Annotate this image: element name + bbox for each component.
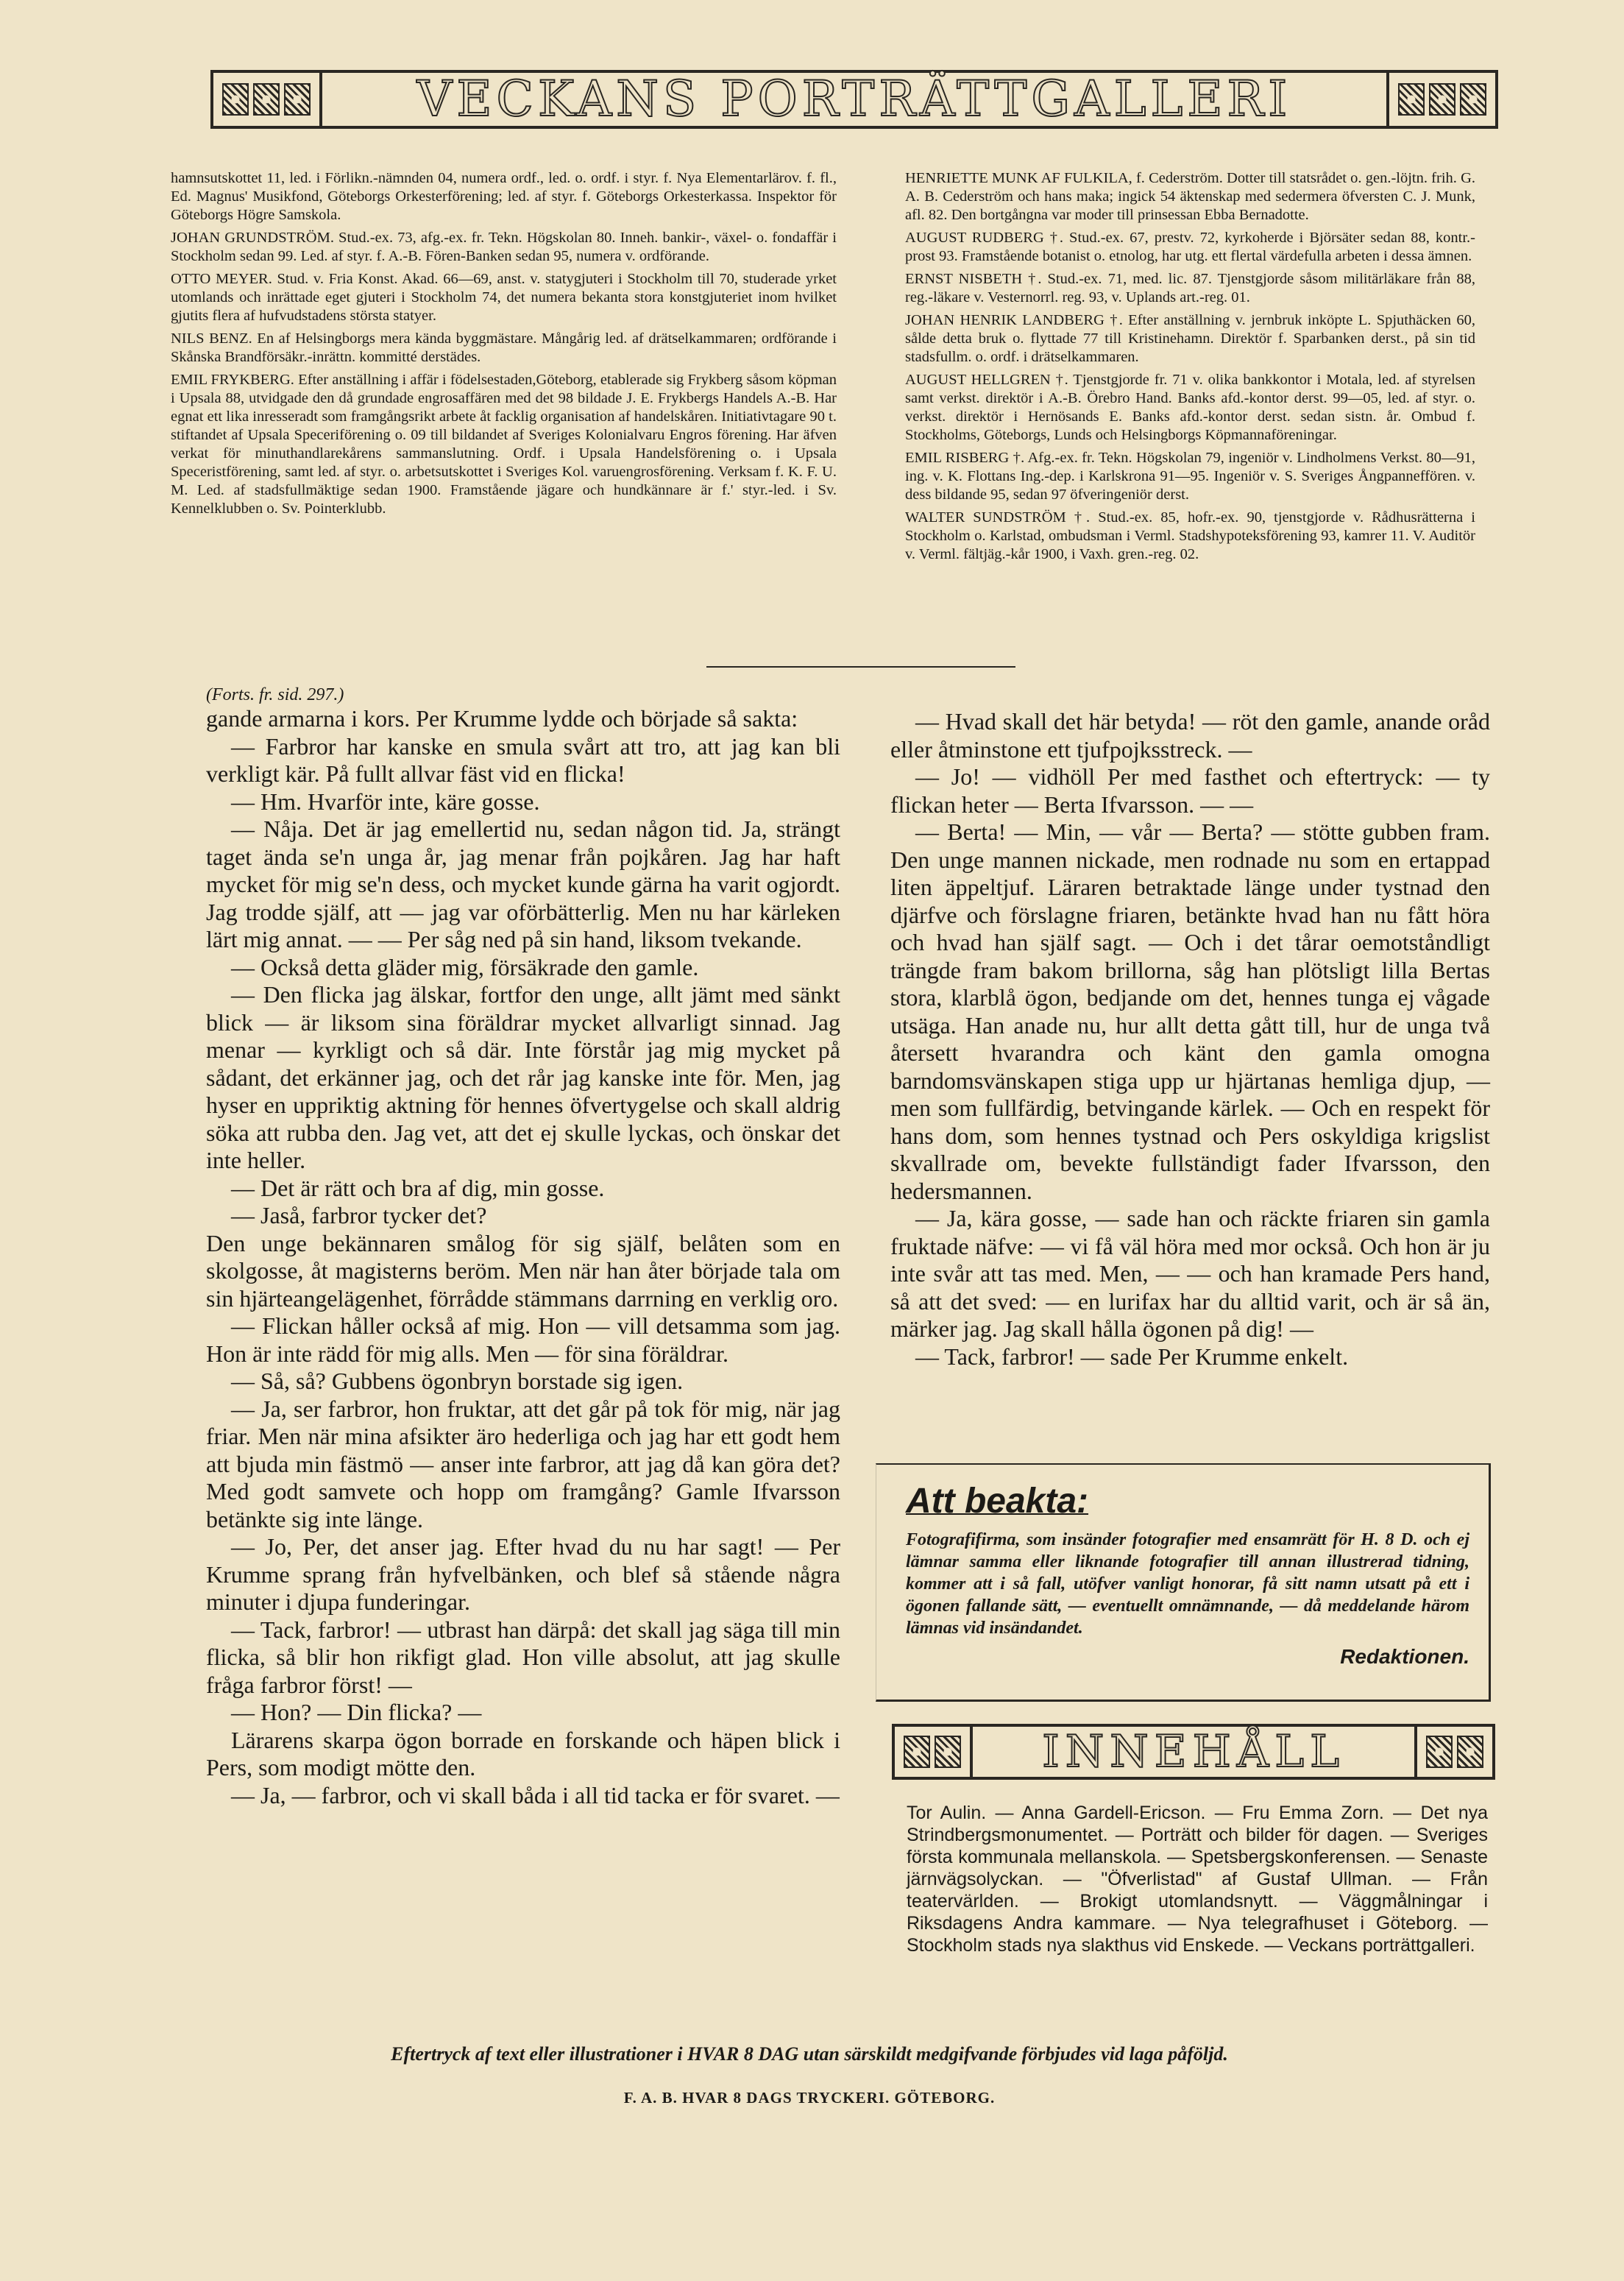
gallery-entry: NILS BENZ. En af Helsingborgs mera kända byggmästare. Mångårig led. af drätselkammaren; ordförande i Skånska Brandförsäkr.-inrättn. kommitté derstädes. xyxy=(171,330,837,365)
story-column-right xyxy=(890,708,1490,1371)
gallery-entry: JOHAN HENRIK LANDBERG †. Efter anställning v. jernbruk inköpte L. Spjuthäcken 60, sålde detta bruk o. flyttade 77 till Kristinehamn. Direktör f. Sparbanken derst., på sin tid stadsfullm. o. ordf. i drätselkammaren. xyxy=(905,312,1475,365)
story-paragraph: — Nåja. Det är jag emellertid nu, sedan någon tid. Ja, strängt taget ända se'n unga år, jag menar från pojkåren. Jag har haft mycket för mig se'n dess, och mycket kunde gärna ha varit ogjordt. Jag trodde själf, att — jag var oförbätterlig. Men nu har kärleken lärt mig annat. — — Per såg ned på sin hand, liksom tvekande. xyxy=(206,816,840,952)
story-paragraph: gande armarna i kors. Per Krumme lydde och började så sakta: xyxy=(206,705,798,732)
story-paragraph: — Den flicka jag älskar, fortfor den unge, allt jämt med sänkt blick — är liksom sina föräldrar mycket allvarligt sinnad. Jag menar — kyrkligt och så där. Inte förstår jag mig mycket på sådant, det erkänner jag, och det rår jag kanske inte för. Men, jag hyser en uppriktig aktning för hennes öfvertygelse och skall aldrig söka att rubba den. Jag vet, att det ej skulle lyckas, och önskar det inte heller. xyxy=(206,981,840,1173)
gallery-entry: EMIL FRYKBERG. Efter anställning i affär i födelsestaden,Göteborg, etablerade sig Frykberg såsom köpman i Upsala 88, utvidgade den då grundade engrosaffären med det 98 bildade J. E. Frykbergs Handels A.-B. Har egnat ett lika inresseradt som framgångsrikt arbete åt facklig organisation af handelskåren. Initiativtagare 90 t. stiftandet af Upsala Speceriförening o. 09 till bildandet af Sveriges Kolonialvaru Engros förening. Har äfven verkat för minuthandlarekårens sammanslutning. Ordf. i Upsala Handelsförening o. i Upsala Speceristförening, samt led. af styr. o. arbetsutskottet i Sveriges Kol. varuengrosförening. Verksam f. K. F. U. M. Led. af stadsfullmäktige sedan 1900. Framstående jägare och hundkännare är f.' styr.-led. i Sv. Kennelklubben o. Sv. Pointerklubb. xyxy=(171,372,837,517)
ornament-icon xyxy=(253,83,280,116)
story-paragraph: — Tack, farbror! — sade Per Krumme enkelt. xyxy=(915,1343,1349,1370)
story-paragraph: Den unge bekännaren smålog för sig själf, belåten som en skolgosse, åt magisterns beröm. Men när han åter började tala om sin hjärteangelägenhet, förrådde stämmans darrning en verklig oro. xyxy=(206,1229,840,1312)
story-paragraph: — Flickan håller också af mig. Hon — vill detsamma som jag. Hon är inte rädd för mig alls. Men — för sina föräldrar. xyxy=(206,1312,840,1367)
gallery-entry: OTTO MEYER. Stud. v. Fria Konst. Akad. 66—69, anst. v. statygjuteri i Stockholm till 70, studerade yrket utomlands och inrättade eget gjuteri i Stockholm 74, det numera bekanta stora konstgjuteriet inom hvilket gjutits flera af hufvudstadens största statyer. xyxy=(171,271,837,324)
story-paragraph: — Jo, Per, det anser jag. Efter hvad du nu har sagt! — Per Krumme sprang från hyfvelbänken, och blef så stående några minuter i djupa funderingar. xyxy=(206,1533,840,1615)
ornament-icon xyxy=(1457,1736,1483,1768)
notice-title: Att beakta: xyxy=(906,1482,1089,1521)
banner-ornament-left xyxy=(213,73,322,126)
banner-title: VECKANS PORTRÄTTGALLERI xyxy=(416,71,1292,127)
gallery-entry: AUGUST HELLGREN †. Tjenstgjorde fr. 71 v. olika bankkontor i Motala, led. af styrelsen samt verkst. direktör i A.-B. Örebro Hand. Banks afd.-kontor derst. 99—05, led. af styr. o. verkst. direktör i Hernösands E. Banks afd.-kontor derst. sedan sistn. år. Ombud f. Stockholms, Göteborgs, Lunds och Helsingborgs Köpmannaföreningar. xyxy=(905,372,1475,443)
story-paragraph: — Ja, ser farbror, hon fruktar, att det går på tok för mig, när jag friar. Men när mina afsikter äro hederliga och jag har ett godt hem att bjuda min fästmö — anser inte farbror, att jag då kan göra det? Med godt samvete och hopp om framgång? Gamle Ifvarsson betänkte sig inte länge. xyxy=(206,1395,840,1532)
ornament-icon xyxy=(1398,83,1425,116)
story-paragraph: — Det är rätt och bra af dig, min gosse. xyxy=(231,1174,605,1201)
gallery-entry: hamnsutskottet 11, led. i Förlikn.-nämnden 04, numera ordf., led. o. ordf. i styr. f. Nya Elementarlärov. f. fl., Ed. Magnus' Musikfond, Göteborgs Orkesterförening; led. af styr. f. Göteborgs Orkesterkassa. Inspektor för Göteborgs Högre Samskola. xyxy=(171,170,837,223)
ornament-icon xyxy=(284,83,311,116)
notice-box xyxy=(876,1463,1491,1702)
gallery-entry: AUGUST RUDBERG †. Stud.-ex. 67, prestv. 72, kyrkoherde i Björsäter sedan 88, kontr.-prost 93. Framstående botanist o. etnolog, har utg. ett flertal värdefulla arbeten i dessa ämnen. xyxy=(905,230,1475,264)
story-paragraph: — Jaså, farbror tycker det? xyxy=(231,1202,487,1228)
banner-ornament-left xyxy=(895,1727,973,1777)
story-paragraph: — Jo! — vidhöll Per med fasthet och eftertryck: — ty flickan heter — Berta Ifvarsson. — — xyxy=(890,763,1490,818)
section-divider xyxy=(706,666,1015,668)
story-paragraph: — Farbror har kanske en smula svårt att tro, att jag kan bli verkligt kär. På fullt allvar fäst vid en flicka! xyxy=(206,732,840,787)
ornament-icon xyxy=(1429,83,1455,116)
contents-banner xyxy=(892,1724,1495,1780)
gallery-entry: WALTER SUNDSTRÖM †. Stud.-ex. 85, hofr.-ex. 90, tjenstgjorde v. Rådhusrätterna i Stockholm o. Karlstad, ombudsman i Verml. Stadshypoteksförening 93, kamrer 11. V. Auditör v. Verml. fältjäg.-kår 1900, i Vaxh. gren.-reg. 02. xyxy=(905,509,1475,562)
story-paragraph: — Så, så? Gubbens ögonbryn borstade sig igen. xyxy=(231,1368,684,1394)
story-paragraph: — Också detta gläder mig, försäkrade den gamle. xyxy=(231,953,699,980)
portrait-gallery-banner xyxy=(210,70,1498,129)
story-paragraph: — Ja, — farbror, och vi skall båda i all tid tacka er för svaret. — xyxy=(231,1781,840,1808)
contents-list xyxy=(907,1802,1488,1956)
gallery-entry: HENRIETTE MUNK AF FULKILA, f. Cederström. Dotter till statsrådet o. gen.-löjtn. frih. G. A. B. Cederström och hans maka; ingick 54 äktenskap med sedermera öfversten C. J. Munk, afl. 82. Den bortgångna var moder till prinsessan Ebba Bernadotte. xyxy=(905,170,1475,223)
gallery-entry: JOHAN GRUNDSTRÖM. Stud.-ex. 73, afg.-ex. fr. Tekn. Högskolan 80. Inneh. bankir-, växel- o. fondaffär i Stockholm sedan 99. Led. af styr. f. A.-B. Fören-Banken sedan 95, numera v. ordförande. xyxy=(171,230,837,264)
banner-ornament-right xyxy=(1414,1727,1492,1777)
story-paragraph: — Ja, kära gosse, — sade han och räckte friaren sin gamla fruktade näfve: — vi få väl höra med mor också. Och hon är ju inte svår att tas med. Men, — — och han kramade Pers hand, så att det sved: — en lurifax har du alltid varit, och är så än, märker jag. Jag skall hålla ögonen på dig! — xyxy=(890,1205,1490,1342)
gallery-column-right xyxy=(905,169,1475,568)
gallery-column-left xyxy=(171,169,837,523)
banner-ornament-right xyxy=(1386,73,1495,126)
story-paragraph: Lärarens skarpa ögon borrade en forskande och häpen blick i Pers, som modigt mötte den. xyxy=(206,1726,840,1780)
ornament-icon xyxy=(222,83,249,116)
ornament-icon xyxy=(1426,1736,1453,1768)
story-column-left xyxy=(206,685,840,1809)
contents-title: INNEHÅLL xyxy=(1042,1726,1345,1778)
ornament-icon xyxy=(904,1736,930,1768)
gallery-entry: EMIL RISBERG †. Afg.-ex. fr. Tekn. Högskolan 79, ingeniör v. Lindholmens Verkst. 80—91, ing. v. K. Flottans Ing.-dep. i Karlskrona 91—95. Ingeniör v. S. Sveriges Ångpanneffören. v. dess bildande 95, sedan 97 öfveringeniör derst. xyxy=(905,450,1475,503)
story-paragraph: — Hon? — Din flicka? — xyxy=(231,1699,482,1725)
contents-text: Tor Aulin. — Anna Gardell-Ericson. — Fru Emma Zorn. — Det nya Strindbergsmonumentet. — Porträtt och bilder för dagen. — Sveriges första kommunala mellanskola. — Spetsbergskonferensen. — Senaste järnvägsolyckan. — "Öfverlistad" af Gustaf Ullman. — Från teatervärlden. — Brokigt utomlandsnytt. — Väggmålningar i Riksdagens Andra kammare. — Nya telegrafhuset i Göteborg. — Stockholm stads nya slakthus vid Enskede. — Veckans porträttgalleri. xyxy=(907,1803,1488,1956)
story-paragraph: — Hvad skall det här betyda! — röt den gamle, anande oråd eller åtminstone ett tjufpojksstreck. — xyxy=(890,708,1490,763)
gallery-entry: ERNST NISBETH †. Stud.-ex. 71, med. lic. 87. Tjenstgjorde såsom militärläkare från 88, reg.-läkare v. Vesternorrl. reg. 93, v. Uplands art.-reg. 01. xyxy=(905,271,1475,305)
continued-note: (Forts. fr. sid. 297.) xyxy=(206,685,344,704)
ornament-icon xyxy=(935,1736,961,1768)
story-paragraph: — Tack, farbror! — utbrast han därpå: det skall jag säga till min flicka, så blir hon rikfigt glad. Hon ville absolut, att jag skulle fråga farbror först! — xyxy=(206,1616,840,1698)
story-paragraph: — Hm. Hvarför inte, käre gosse. xyxy=(231,788,540,815)
ornament-icon xyxy=(1460,83,1486,116)
notice-signature: Redaktionen. xyxy=(1340,1645,1469,1668)
story-paragraph: — Berta! — Min, — vår — Berta? — stötte gubben fram. Den unge mannen nickade, men rodnade nu som en ertappad liten äppeltjuf. Läraren betraktade länge under tystnad den djärfve och förslagne friaren, betänkte hvad han nu fått höra och hvad han själf sagt. — Och i det tårar oemotståndligt trängde fram bakom brillorna, såg han plötsligt lilla Bertas stora, klarblå ögon, bedjande om det, hennes tunga ej vågade utsäga. Han anade nu, hur allt detta gått till, hur de unga två återsett hvarandra och känt den gamla omogna barndomsvänskapen stiga upp ur hjärtanas hemliga djup, — men som fullfärdig, betvingande kärlek. — Och en respekt för hans dom, som hennes tystnad och Pers oskyldiga krigslist skvallrade om, bevekte fullständigt fader Ifvarsson, den hedersmannen. xyxy=(890,818,1490,1204)
printer-imprint: F. A. B. HVAR 8 DAGS TRYCKERI. GÖTEBORG. xyxy=(623,2089,996,2107)
reprint-notice: Eftertryck af text eller illustrationer i HVAR 8 DAG utan särskildt medgifvande förbjudes vid laga påföljd. xyxy=(391,2043,1228,2065)
notice-body: Fotografifirma, som insänder fotografier med ensamrätt för H. 8 D. och ej lämnar samma eller liknande fotografier till annan illustrerad tidning, kommer att i så fall, utöfver vanligt honorar, få sitt namn utsatt på ett i ögonen fallande sätt, — eventuellt omnämnande, — då meddelande härom lämnas vid insändandet. xyxy=(906,1530,1469,1638)
